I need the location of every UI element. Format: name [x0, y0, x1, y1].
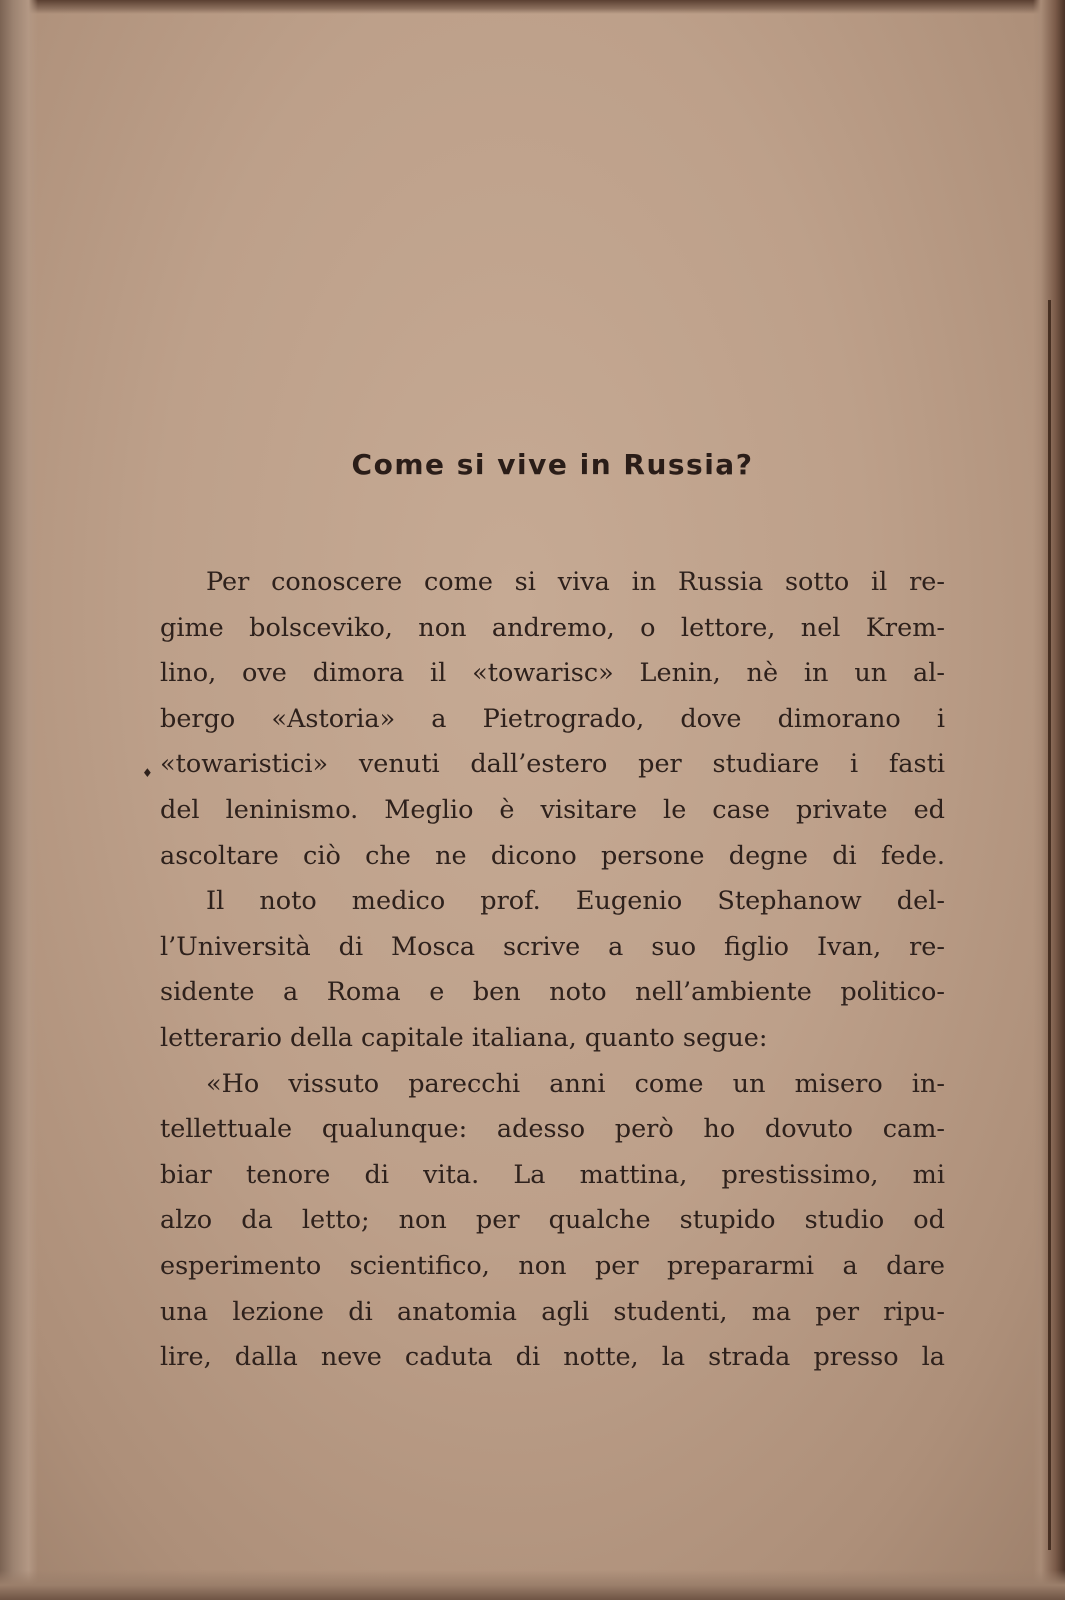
text-line: letterario della capitale italiana, quanto segue: — [160, 1022, 768, 1053]
binding-line — [1048, 300, 1051, 1550]
body-text — [160, 560, 945, 1381]
text-line: «Ho vissuto parecchi anni come un misero in- — [206, 1068, 945, 1099]
text-line: alzo da letto; non per qualche stupido studio od — [160, 1205, 945, 1236]
text-line: gime bolsceviko, non andremo, o lettore, nel Krem- — [160, 612, 945, 643]
text-line: Il noto medico prof. Eugenio Stephanow del- — [206, 886, 945, 917]
text-line: l’Università di Mosca scrive a suo figlio Ivan, re- — [160, 931, 945, 962]
chapter-title: Come si vive in Russia? — [351, 448, 754, 481]
text-line: lire, dalla neve caduta di notte, la strada presso la — [160, 1342, 945, 1373]
text-line: una lezione di anatomia agli studenti, ma per ripu- — [160, 1296, 945, 1327]
text-line: bergo «Astoria» a Pietrogrado, dove dimorano i — [160, 703, 945, 734]
text-line: ascoltare ciò che ne dicono persone degne di fede. — [160, 840, 945, 871]
margin-bullet-mark: ♦ — [142, 766, 153, 780]
text-line: «towaristici» venuti dall’estero per studiare i fasti — [160, 749, 945, 780]
text-line: tellettuale qualunque: adesso però ho dovuto cam- — [160, 1114, 945, 1145]
text-line: sidente a Roma e ben noto nell’ambiente politico- — [160, 977, 945, 1008]
page-top-edge — [0, 0, 1065, 14]
text-line: lino, ove dimora il «towarisc» Lenin, nè in un al- — [160, 658, 945, 689]
page-left-edge — [0, 0, 38, 1600]
page-bottom-edge — [0, 1570, 1065, 1600]
text-line: esperimento scientifico, non per prepararmi a dare — [160, 1250, 945, 1281]
text-line: Per conoscere come si viva in Russia sotto il re- — [206, 567, 945, 597]
text-line: del leninismo. Meglio è visitare le case private ed — [160, 794, 945, 825]
text-line: biar tenore di vita. La mattina, prestissimo, mi — [160, 1159, 945, 1190]
